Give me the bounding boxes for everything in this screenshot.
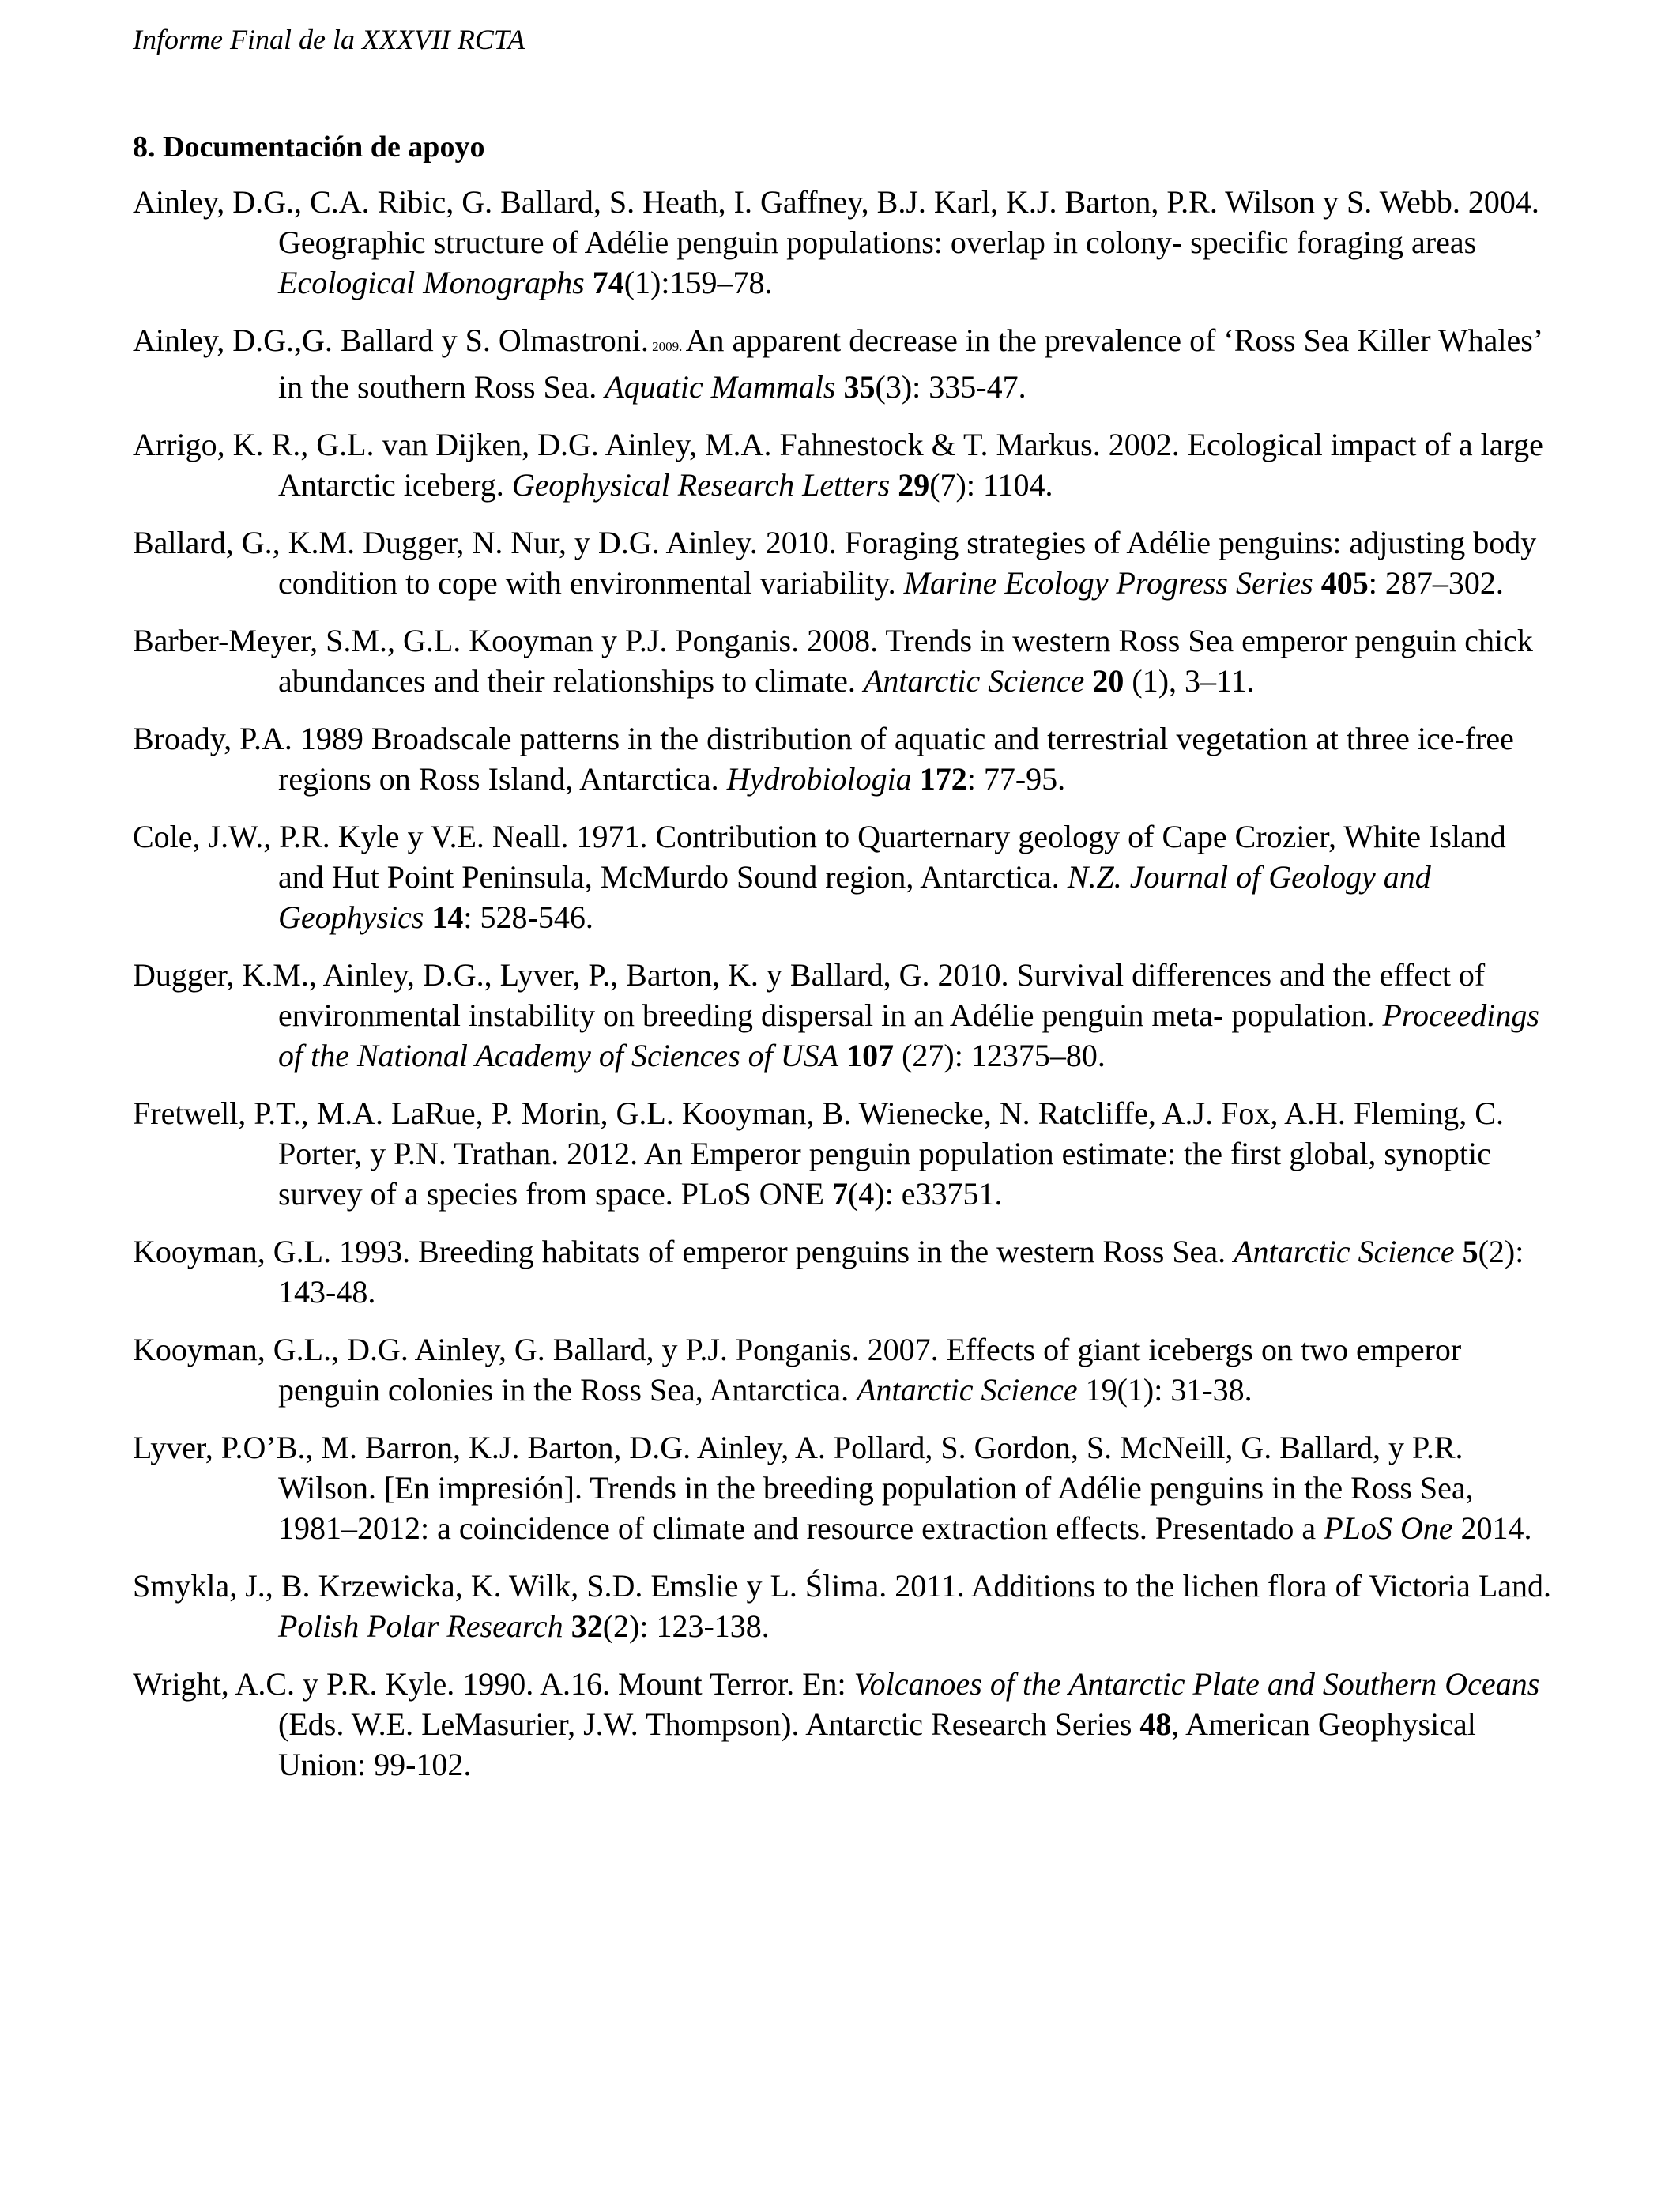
reference-authors-line: Cole, J.W., P.R. Kyle y V.E. Neall. 1971. Contribution to Quarternary geology of Cape Crozier,: [133, 819, 1337, 854]
reference-authors-line: Ainley, D.G., C.A. Ribic, G. Ballard, S. Heath, I. Gaffney, B.J. Karl, K.J. Barton, P.R. Wilson y S.: [133, 184, 1373, 220]
reference-ainley-2004: [133, 182, 1555, 303]
reference-journal: Proceedings of the National Academy of Sciences of USA: [278, 997, 1539, 1073]
reference-authors-line: Dugger, K.M., Ainley, D.G., Lyver, P., Barton, K. y Ballard, G. 2010. Survival differences and the: [133, 957, 1372, 993]
reference-kooyman-2007: [133, 1329, 1555, 1410]
reference-pages: : 287–302.: [1368, 565, 1504, 601]
reference-volume: 14: [431, 899, 464, 935]
reference-text: Killer Whales’ in the southern Ross Sea.: [278, 322, 1542, 405]
reference-journal: N.Z. Journal of Geology and Geophysics: [278, 859, 1431, 935]
reference-journal: Ecological Monographs: [278, 265, 585, 300]
reference-text: specific foraging areas: [1190, 224, 1477, 260]
reference-text: effect of environmental instability on breeding dispersal in an Adélie penguin meta-: [278, 957, 1486, 1033]
reference-pages: (3): 335-47.: [875, 369, 1026, 405]
reference-volume: 172: [919, 761, 967, 797]
reference-authors-line: Broady, P.A. 1989 Broadscale patterns in the distribution of aquatic and terrestrial vegetation at three: [133, 721, 1410, 756]
reference-text: first global, synoptic survey of a species from space. PLoS ONE: [278, 1136, 1491, 1212]
reference-journal: Polish Polar Research: [278, 1608, 563, 1644]
reference-volume: 405: [1320, 565, 1369, 601]
reference-text: Fleming, C. Porter, y P.N. Trathan. 2012. An Emperor penguin population estimate: the: [278, 1095, 1504, 1171]
reference-pages: (1):159–78.: [623, 265, 773, 300]
section-heading: 8. Documentación de apoyo: [133, 130, 485, 164]
reference-volume: 32: [571, 1608, 603, 1644]
reference-kooyman-1993: [133, 1231, 1555, 1312]
reference-list: [133, 182, 1555, 1802]
reference-lyver-2014: [133, 1427, 1555, 1548]
reference-ainley-2009: [133, 320, 1555, 407]
reference-pages: (7): 1104.: [929, 467, 1053, 503]
reference-authors-line: Kooyman, G.L. 1993. Breeding habitats of emperor penguins in the western Ross Sea.: [133, 1234, 1234, 1269]
reference-authors-line: Smykla, J., B. Krzewicka, K. Wilk, S.D. Emslie y L. Ślima. 2011. Additions to the lichen flora of: [133, 1568, 1362, 1604]
reference-text: White Island and Hut Point Peninsula, McMurdo Sound region, Antarctica.: [278, 819, 1506, 895]
reference-text: adjusting body condition to cope with environmental variability.: [278, 525, 1537, 601]
reference-pages: 2014.: [1452, 1510, 1532, 1546]
reference-volume: 20: [1092, 663, 1124, 699]
reference-text: Webb. 2004. Geographic structure of Adélie penguin populations: overlap in colony-: [278, 184, 1539, 260]
reference-fretwell-2012: [133, 1093, 1555, 1214]
reference-journal: Antarctic Science: [1234, 1234, 1455, 1269]
reference-pages: : 77-95.: [966, 761, 1066, 797]
reference-volume: 74: [592, 265, 624, 300]
reference-authors-line: Fretwell, P.T., M.A. LaRue, P. Morin, G.L. Kooyman, B. Wienecke, N. Ratcliffe, A.J. Fox, A.H.: [133, 1095, 1346, 1131]
reference-ballard-2010: [133, 522, 1555, 603]
reference-pages: 19(1): 31-38.: [1077, 1372, 1252, 1408]
reference-text: population.: [1231, 997, 1383, 1033]
reference-cole-1971: [133, 816, 1555, 937]
reference-journal: Marine Ecology Progress Series: [903, 565, 1313, 601]
reference-journal: Geophysical Research Letters: [511, 467, 891, 503]
reference-volume: 5: [1462, 1234, 1478, 1269]
reference-journal: Hydrobiologia: [726, 761, 912, 797]
reference-authors-line: Ballard, G., K.M. Dugger, N. Nur, y D.G. Ainley. 2010. Foraging strategies of Adélie penguins:: [133, 525, 1342, 560]
reference-smykla-2011: [133, 1566, 1555, 1646]
reference-volume: 35: [843, 369, 876, 405]
reference-text: emperor penguin colonies in the Ross Sea, Antarctica.: [278, 1332, 1462, 1408]
reference-text: a: [1301, 1510, 1324, 1546]
reference-volume: 29: [898, 467, 930, 503]
reference-year-small: 2009.: [648, 339, 686, 354]
reference-pages: (27): 12375–80.: [894, 1038, 1106, 1073]
reference-authors-line: Wright, A.C. y P.R. Kyle. 1990. A.16. Mount Terror. En:: [133, 1666, 854, 1702]
reference-volume: 107: [846, 1038, 895, 1073]
reference-authors-line: Arrigo, K. R., G.L. van Dijken, D.G. Ainley, M.A. Fahnestock & T. Markus. 2002. Ecological: [133, 427, 1323, 462]
reference-authors-line: Ainley, D.G.,G. Ballard y S. Olmastroni.: [133, 322, 649, 358]
reference-pages: (4): e33751.: [847, 1176, 1003, 1212]
reference-authors-line: Kooyman, G.L., D.G. Ainley, G. Ballard, y P.J. Ponganis. 2007. Effects of giant icebergs on two: [133, 1332, 1348, 1367]
reference-text: impact of a large Antarctic iceberg.: [278, 427, 1543, 503]
reference-text: (Eds. W.E. LeMasurier, J.W. Thompson). Antarctic Research Series: [278, 1706, 1140, 1742]
reference-journal: PLoS One: [1324, 1510, 1453, 1546]
reference-journal: Volcanoes of the Antarctic Plate and Southern Oceans: [853, 1666, 1540, 1702]
reference-authors-line: Barber-Meyer, S.M., G.L. Kooyman y P.J. Ponganis. 2008. Trends in western Ross Sea emperor: [133, 623, 1347, 658]
reference-journal: Antarctic Science: [857, 1372, 1078, 1408]
reference-pages: , American Geophysical Union: 99-102.: [278, 1706, 1476, 1782]
reference-volume: 7: [831, 1176, 848, 1212]
reference-text: penguin chick abundances and their relationships to climate.: [278, 623, 1533, 699]
reference-text: Ross Sea, 1981–2012: a coincidence of climate and resource extraction effects. Presentado: [278, 1470, 1474, 1546]
reference-text: P.R. Wilson. [En impresión]. Trends in the breeding population of Adélie penguins in the: [278, 1430, 1463, 1506]
reference-barber-meyer-2008: [133, 620, 1555, 701]
running-header: Informe Final de la XXXVII RCTA: [133, 24, 525, 55]
reference-text: Victoria Land.: [1369, 1568, 1552, 1604]
reference-pages: (2): 123-138.: [602, 1608, 770, 1644]
reference-pages: (1), 3–11.: [1124, 663, 1255, 699]
reference-text: ice-free regions on Ross Island, Antarctica.: [278, 721, 1514, 797]
reference-journal: Aquatic Mammals: [605, 369, 836, 405]
reference-authors-line: Lyver, P.O’B., M. Barron, K.J. Barton, D.G. Ainley, A. Pollard, S. Gordon, S. McNeill, G. Ballard, y: [133, 1430, 1405, 1465]
reference-volume: 48: [1139, 1706, 1172, 1742]
reference-pages: : 528-546.: [463, 899, 593, 935]
reference-broady-1989: [133, 718, 1555, 799]
reference-pages: (2): 143-48.: [278, 1234, 1524, 1310]
reference-text: An apparent decrease in the prevalence of ‘Ross Sea: [685, 322, 1350, 358]
reference-journal: Antarctic Science: [863, 663, 1085, 699]
reference-arrigo-2002: [133, 424, 1555, 505]
reference-dugger-2010: [133, 955, 1555, 1076]
reference-wright-1990: [133, 1664, 1555, 1785]
